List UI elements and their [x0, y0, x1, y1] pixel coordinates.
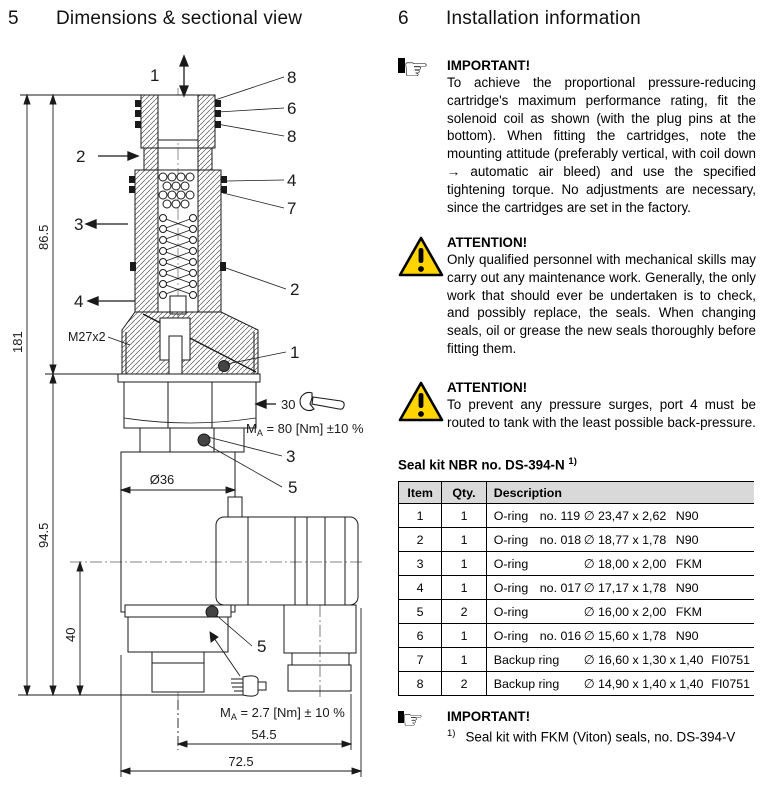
cell-qty: 1 [442, 552, 487, 576]
footnote-ref: 1) [568, 456, 577, 467]
callout-4: 4 [287, 171, 297, 190]
warning-triangle-icon [398, 379, 447, 432]
cell-description: Backup ring ∅ 16,60 x 1,30 x 1,40 FI0751 [486, 648, 754, 672]
cell-qty: 1 [442, 504, 487, 528]
note-title: IMPORTANT! [447, 709, 531, 724]
note-title: ATTENTION! [447, 235, 528, 250]
footnote-line [447, 728, 756, 744]
callout-8-bottom: 8 [287, 127, 297, 146]
dimension-label-181: 181 [10, 331, 25, 353]
torque-main-label: $M_A = 80$ [Nm] ±10 % [246, 421, 364, 438]
cell-description: Backup ring ∅ 14,90 x 1,40 x 1,40 FI0751 [486, 672, 754, 696]
cell-description: O-ring no. 017 ∅ 17,17 x 1,78 N90 [486, 576, 754, 600]
section-5-number: 5 [8, 8, 19, 29]
callout-5a: 5 [288, 478, 298, 497]
note-important-2 [398, 708, 756, 744]
col-header-qty: Qty. [442, 482, 487, 504]
note-text: To achieve the proportional pressure-reducing cartridge's maximum performance rating, fit the solenoid coil as shown (with the plug pins at the bottom). When fitting the cartridges, note the mounting attitude (preferably vertical, with coil down → automatic air bleed) and use the specified tightening torque. No adjustments are necessary, since the cartridges are set in the factory. [447, 75, 756, 215]
note-attention-1 [398, 234, 756, 358]
note-title: IMPORTANT! [447, 58, 531, 73]
note-important-1 [398, 52, 756, 216]
port-label-3: 3 [74, 215, 84, 234]
cell-item: 4 [399, 576, 442, 600]
cell-qty: 2 [442, 672, 487, 696]
seal-item-5-bottom [206, 606, 218, 618]
hex-nut [124, 382, 256, 428]
table-row-7 [399, 648, 755, 672]
wrench-icon [300, 392, 344, 410]
section-6-number: 6 [398, 8, 409, 29]
torque-plug-label: $M_A = 2.7$ [Nm] ± 10 % [220, 705, 345, 722]
hand-tight-icon [231, 676, 266, 696]
cell-qty: 2 [442, 600, 487, 624]
dimension-label-40: 40 [63, 627, 78, 642]
cell-item: 2 [399, 528, 442, 552]
note-attention-2 [398, 379, 756, 432]
cell-qty: 1 [442, 648, 487, 672]
table-row-1 [399, 504, 755, 528]
cell-description: O-ring no. 119 ∅ 23,47 x 2,62 N90 [486, 504, 754, 528]
seal-kit-table [398, 481, 754, 696]
cell-item: 5 [399, 600, 442, 624]
callout-1: 1 [290, 343, 300, 362]
callout-8-top: 8 [287, 68, 297, 87]
table-row-5 [399, 600, 755, 624]
seal-item-3-5 [198, 434, 210, 446]
table-row-2 [399, 528, 755, 552]
port-label-4: 4 [74, 292, 84, 311]
footnote-ref: 1) [447, 728, 456, 739]
note-text: To prevent any pressure surges, port 4 must be routed to tank with the least possible back-pressure. [447, 397, 756, 430]
table-row-3 [399, 552, 755, 576]
dimension-label-86-5: 86.5 [36, 224, 51, 250]
note-title: ATTENTION! [447, 380, 528, 395]
seal-kit-title: Seal kit NBR no. DS-394-N $^{1)}$ [398, 456, 577, 473]
cell-description: O-ring no. 016 ∅ 15,60 x 1,78 N90 [486, 624, 754, 648]
port-label-2: 2 [76, 147, 86, 166]
cell-qty: 1 [442, 528, 487, 552]
section-5-title: Dimensions & sectional view [56, 8, 303, 29]
cell-qty: 1 [442, 576, 487, 600]
callout-6: 6 [287, 99, 297, 118]
cell-item: 6 [399, 624, 442, 648]
cell-description: O-ring ∅ 18,00 x 2,00 FKM [486, 552, 754, 576]
section-6-heading [398, 8, 768, 30]
table-row-6 [399, 624, 755, 648]
callout-5b: 5 [257, 637, 267, 656]
warning-triangle-icon [398, 234, 447, 358]
cell-item: 8 [399, 672, 442, 696]
footnote-text: Seal kit with FKM (Viton) seals, no. DS-394-V [465, 729, 736, 745]
note-text: Only qualified personnel with mechanical skills may carry out any maintenance work. Generally, the only work that should ever be undertaken is to check, and possibly replace, the seals. When changing seals, oil or grease the new seals thoroughly before fitting them. [447, 252, 756, 356]
col-header-description: Description [486, 482, 754, 504]
cell-item: 3 [399, 552, 442, 576]
table-row-8 [399, 672, 755, 696]
dimension-label-72-5: 72.5 [228, 754, 254, 769]
cell-description: O-ring no. 018 ∅ 18,77 x 1,78 N90 [486, 528, 754, 552]
dimension-label-dia36: Ø36 [149, 472, 175, 487]
section-6-title: Installation information [446, 8, 641, 29]
cell-qty: 1 [442, 624, 487, 648]
port-label-1: 1 [150, 66, 160, 85]
thread-label: M27x2 [68, 330, 106, 344]
cell-item: 1 [399, 504, 442, 528]
pointing-hand-icon: ☞ [398, 57, 447, 216]
dimension-label-54-5: 54.5 [251, 727, 277, 742]
solenoid-coil [70, 497, 365, 698]
callout-2: 2 [290, 280, 300, 299]
callout-3: 3 [286, 447, 296, 466]
dimension-label-94-5: 94.5 [36, 522, 51, 548]
seal-item-1 [219, 361, 230, 372]
wrench-size-label: 30 [281, 397, 296, 412]
cell-item: 7 [399, 648, 442, 672]
pointing-hand-icon: ☞ [398, 708, 447, 744]
callout-7: 7 [287, 199, 297, 218]
table-header-row [399, 482, 755, 504]
col-header-item: Item [399, 482, 442, 504]
cell-description: O-ring ∅ 16,00 x 2,00 FKM [486, 600, 754, 624]
table-row-4 [399, 576, 755, 600]
